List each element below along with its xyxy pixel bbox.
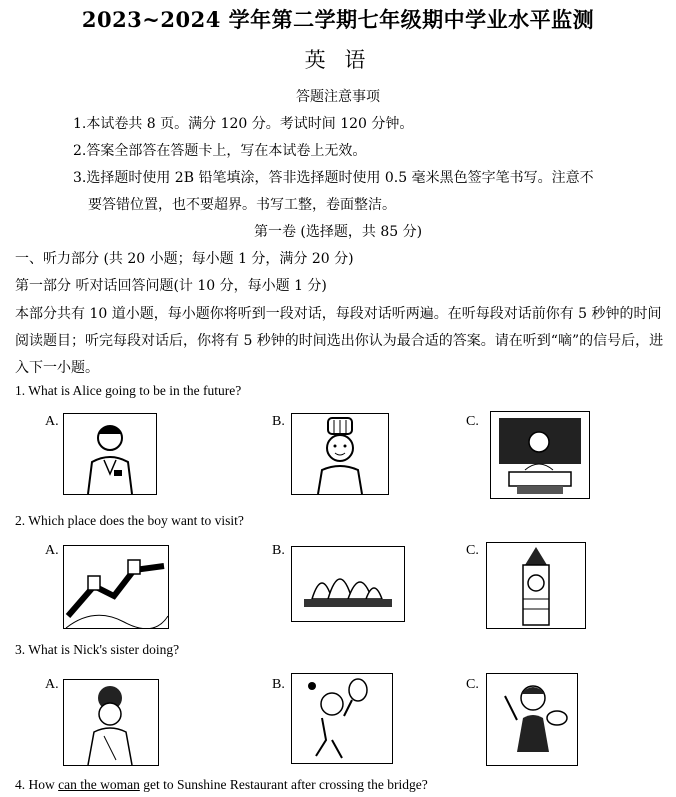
q3-option-a[interactable]: A. <box>45 677 59 692</box>
question-3: 3. What is Nick's sister doing? <box>15 642 180 657</box>
instruction-line-3: 入下一小题。 <box>15 360 99 376</box>
notice-3: 3.选择题时使用 2B 铅笔填涂，答非选择题时使用 0.5 毫米黑色签字笔书写。注意不 <box>73 170 594 186</box>
opera-house-image <box>291 546 405 622</box>
opera-singer-image <box>63 679 159 766</box>
question-4-underlined: can the woman <box>58 777 140 792</box>
q2-option-b[interactable]: B. <box>272 543 285 558</box>
teacher-image <box>490 411 590 499</box>
painter-image <box>486 673 578 766</box>
q2-option-a[interactable]: A. <box>45 543 59 558</box>
notice-1: 1.本试卷共 8 页。满分 120 分。考试时间 120 分钟。 <box>73 116 414 132</box>
chef-image <box>291 413 389 495</box>
instruction-line-1: 本部分共有 10 道小题，每小题你将听到一段对话，每段对话听两遍。在听每段对话前你有 5 秒钟的时间 <box>15 306 662 322</box>
question-4-suffix: get to Sunshine Restaurant after crossing the bridge? <box>139 777 428 792</box>
doctor-image <box>63 413 157 495</box>
subject-title: 英 语 <box>304 48 372 72</box>
notice-title: 答题注意事项 <box>296 89 380 105</box>
question-1: 1. What is Alice going to be in the future? <box>15 383 242 398</box>
question-4 <box>15 777 428 793</box>
tennis-player-image <box>291 673 393 764</box>
q1-option-b[interactable]: B. <box>272 414 285 429</box>
great-wall-image <box>63 545 169 629</box>
q1-option-c[interactable]: C. <box>466 414 479 429</box>
notice-2: 2.答案全部答在答题卡上，写在本试卷上无效。 <box>73 143 367 159</box>
volume-title: 第一卷 (选择题，共 85 分) <box>253 224 423 240</box>
notice-3-cont: 要答错位置，也不要超界。书写工整，卷面整洁。 <box>88 197 396 213</box>
question-4-prefix: 4. How <box>15 777 59 792</box>
question-2: 2. Which place does the boy want to visit? <box>15 513 244 528</box>
big-ben-image <box>486 542 586 629</box>
instruction-line-2: 阅读题目；听完每段对话后，你将有 5 秒钟的时间选出你认为最合适的答案。请在听到“嘀”的信号后，进 <box>15 333 664 349</box>
section-listening: 一、听力部分 (共 20 小题；每小题 1 分，满分 20 分) <box>15 251 354 267</box>
q1-option-a[interactable]: A. <box>45 414 59 429</box>
q3-option-b[interactable]: B. <box>272 677 285 692</box>
q3-option-c[interactable]: C. <box>466 677 479 692</box>
q2-option-c[interactable]: C. <box>466 543 479 558</box>
exam-title: 2023~2024 学年第二学期七年级期中学业水平监测 <box>81 7 595 32</box>
part-one-heading: 第一部分 听对话回答问题(计 10 分，每小题 1 分) <box>15 278 327 294</box>
